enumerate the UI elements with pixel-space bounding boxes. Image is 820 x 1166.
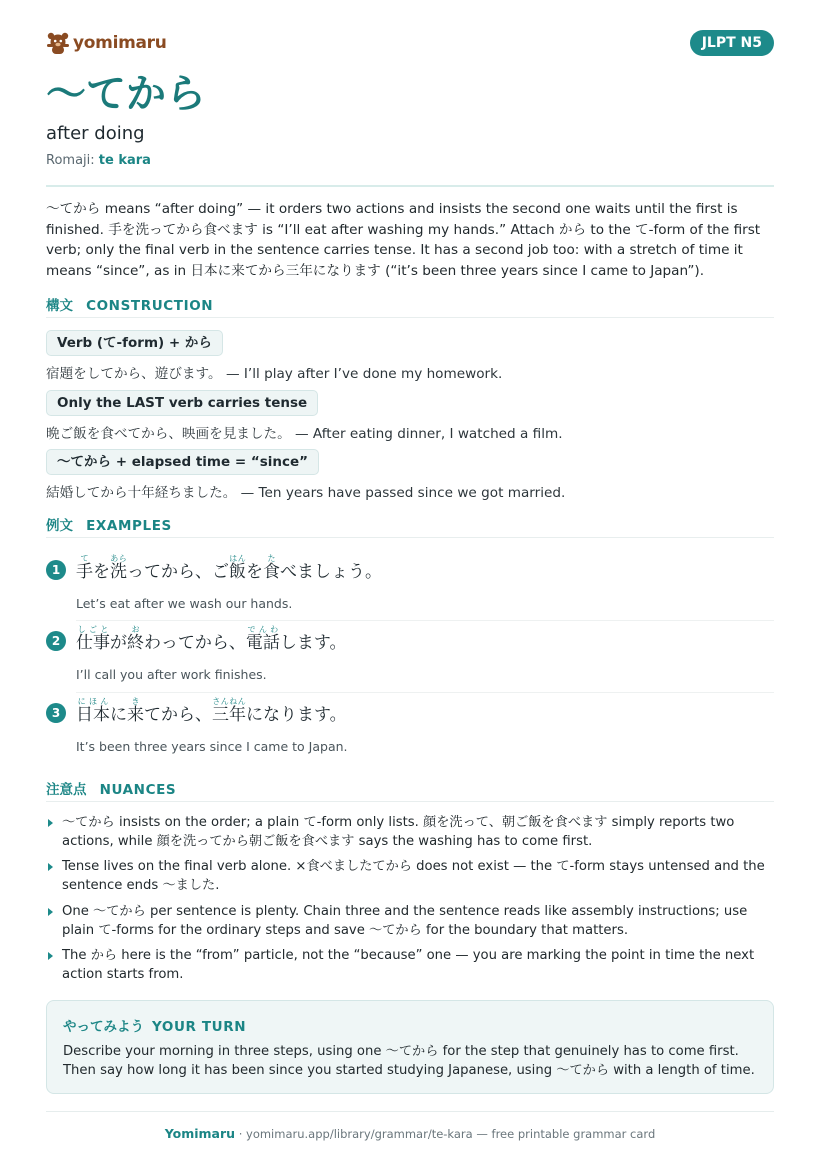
example-divider [76,692,774,693]
footer [46,1126,774,1141]
bullet-arrow-icon [48,908,53,916]
nuance-item-2 [46,858,774,895]
meaning-subtitle: after doing [46,123,145,144]
nuances-heading [46,778,774,802]
example-number: 3 [46,703,66,723]
example-japanese: 日本にほんに来きてから、三年さんねんになります。 [76,697,347,725]
page-title: 〜てから [46,71,206,117]
nuance-text: One 〜てから per sentence is plenty. Chain three and the sentence reads like assembly instructions; use plain て-forms for the ordinary steps and save 〜てから for the boundary that matters. [62,904,748,938]
example-japanese: 仕事しごとが終おわってから、電話でんわします。 [76,625,347,653]
examples-heading [46,514,774,538]
nuance-text: 〜てから insists on the order; a plain て-form only lists. 顔を洗って、朝ご飯を食べます simply reports two actions, while 顔を洗ってから朝ご飯を食べます says the washing has to come first. [62,815,735,849]
example-japanese: 手てを洗あらってから、ご飯はんを食たべましょう。 [76,554,382,582]
example-number: 1 [46,560,66,580]
romaji-value: te kara [98,153,151,168]
brand-logo[interactable] [46,30,167,56]
romaji-label: Romaji: [46,153,95,168]
level-badge: JLPT N5 [690,30,774,56]
example-number: 2 [46,631,66,651]
your-turn-heading-en: YOUR TURN [152,1019,247,1035]
construction-heading-en: CONSTRUCTION [86,298,214,314]
top-bar [46,30,774,56]
example-translation: I’ll call you after work finishes. [76,667,267,682]
your-turn-box [46,1000,774,1094]
bullet-arrow-icon [48,863,53,871]
example-translation: It’s been three years since I came to Japan. [76,739,348,754]
nuances-heading-jp: 注意点 [46,782,87,798]
nuance-item-3 [46,903,774,940]
construction-heading-jp: 構文 [46,298,73,314]
bullet-arrow-icon [48,952,53,960]
bullet-arrow-icon [48,819,53,827]
construction-example-1: 宿題をしてから、遊びます。 — I’ll play after I’ve done my homework. [46,366,503,382]
construction-heading [46,294,774,318]
nuance-item-1 [46,814,774,851]
footer-brand[interactable]: Yomimaru [164,1126,236,1141]
example-divider [76,620,774,621]
nuances-heading-en: NUANCES [99,782,177,798]
construction-example-3: 結婚してから十年経ちました。 — Ten years have passed since we got married. [46,485,566,501]
bear-mascot-icon [46,31,70,55]
title-divider [46,185,774,187]
construction-example-2: 晩ご飯を食べてから、映画を見ました。 — After eating dinner, I watched a film. [46,426,563,442]
examples-heading-en: EXAMPLES [86,518,172,534]
your-turn-heading-jp: やってみよう [63,1019,144,1035]
your-turn-text: Describe your morning in three steps, using one 〜てから for the step that genuinely has to come first. Then say how long it has been since you started studying Japanese, using 〜てから with a length of time. [63,1044,755,1078]
your-turn-heading [63,1015,757,1035]
nuance-item-4 [46,947,774,984]
brand-name: yomimaru [73,33,167,53]
construction-pattern-2: Only the LAST verb carries tense [46,390,318,416]
examples-heading-jp: 例文 [46,518,73,534]
footer-divider [46,1111,774,1112]
construction-pattern-1: Verb (て-form) + から [46,330,223,356]
example-translation: Let’s eat after we wash our hands. [76,596,293,611]
footer-url-text: · yomimaru.app/library/grammar/te-kara — free printable grammar card [235,1127,656,1141]
nuance-text: Tense lives on the final verb alone. ×食べましたてから does not exist — the て-form stays untensed and the sentence ends 〜ました. [62,859,765,893]
construction-pattern-3: 〜てから + elapsed time = “since” [46,449,319,475]
intro-paragraph: 〜てから means “after doing” — it orders two actions and insists the second one waits until the first is finished. 手を洗ってから食べます is “I’ll eat after washing my hands.” Attach から to the て-form of the first verb; only the final verb in the sentence carries tense. It has a second job too: with a stretch of time it means “since”, as in 日本に来てから三年になります (“it’s been three years since I came to Japan”). [46,201,761,279]
nuance-text: The から here is the “from” particle, not the “because” one — you are marking the point in time the next action starts from. [62,948,755,982]
romaji-line [46,153,151,168]
